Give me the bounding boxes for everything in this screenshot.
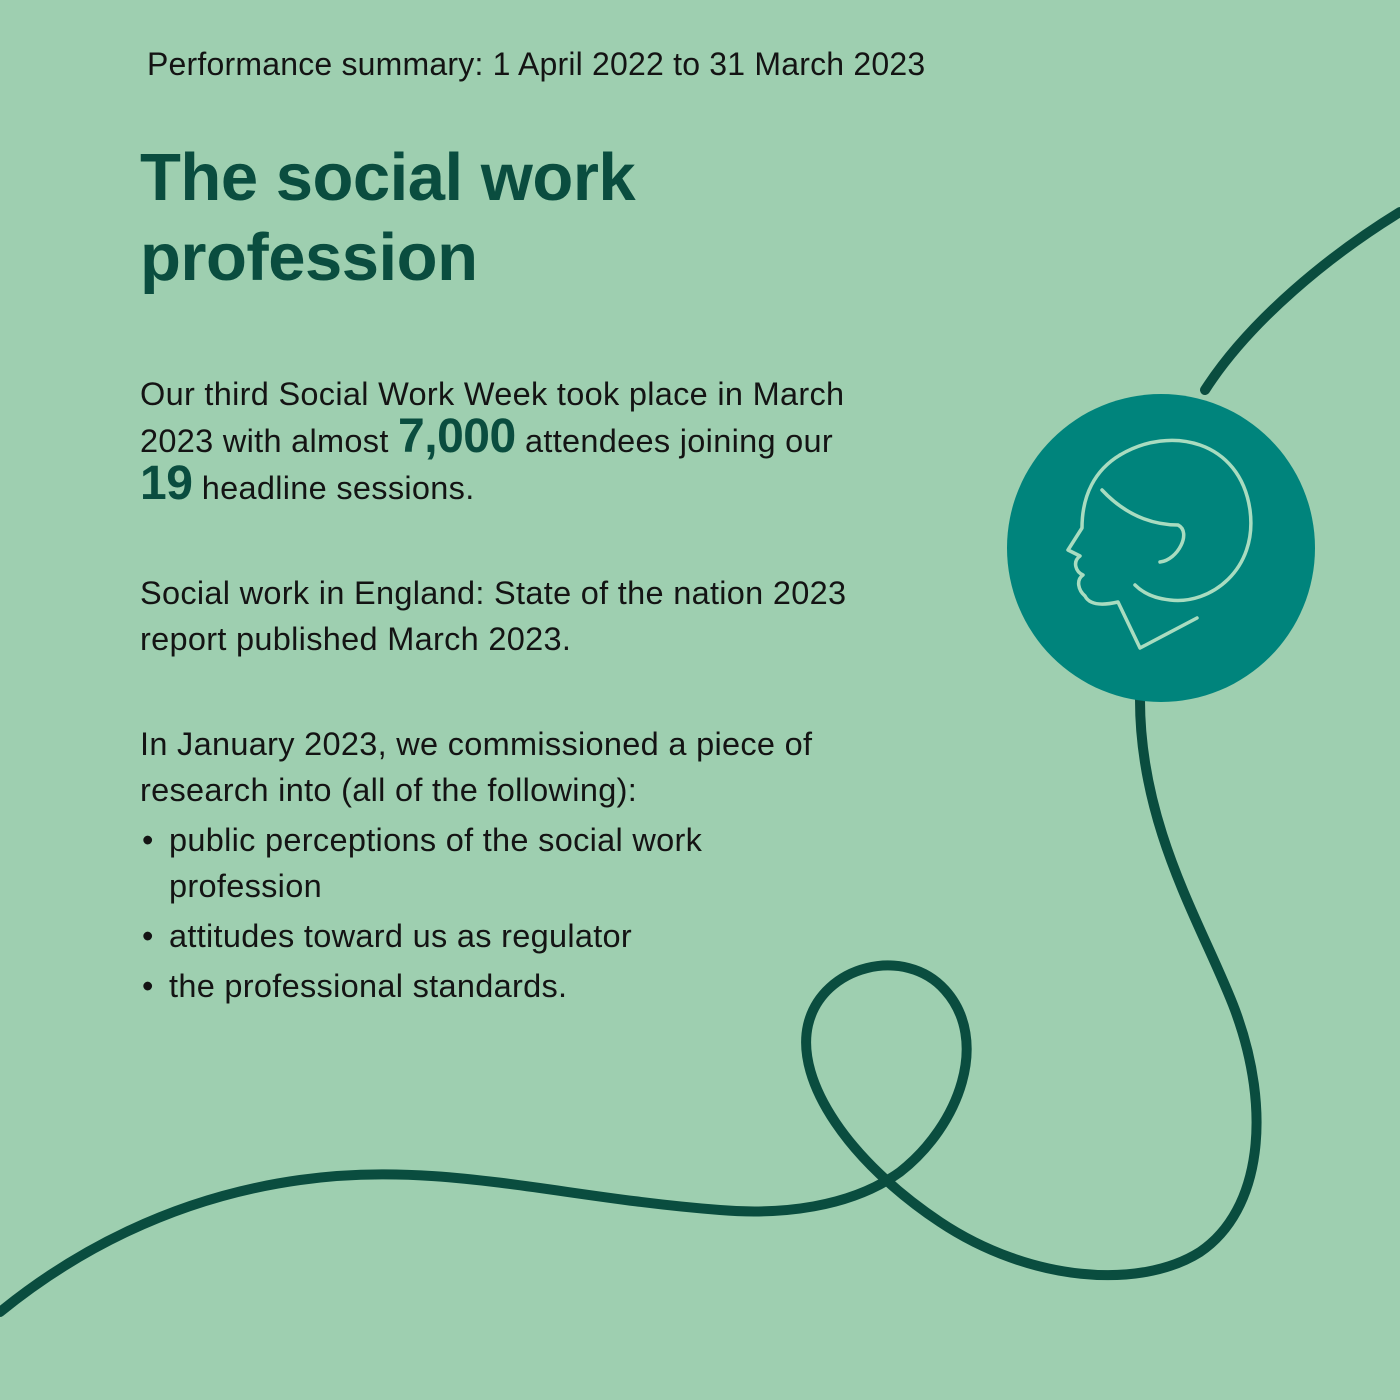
- list-item: [140, 913, 980, 959]
- sessions-count: 19: [140, 457, 193, 510]
- performance-summary-header: Performance summary: 1 April 2022 to 31 March 2023: [147, 46, 926, 82]
- research-topics-list: [140, 817, 980, 1009]
- list-item: [140, 963, 980, 1009]
- paragraph-1-line-1: Our third Social Work Week took place in March: [140, 376, 845, 412]
- page-title-line-1: The social work: [140, 140, 636, 215]
- paragraph-3-line-1: In January 2023, we commissioned a piece of: [140, 726, 813, 762]
- paragraph-1-line-3-end: headline sessions.: [201, 470, 475, 506]
- bullet-icon: •: [142, 822, 154, 858]
- paragraph-3-line-2: research into (all of the following):: [140, 772, 638, 808]
- list-item-1-line-2: profession: [169, 868, 322, 904]
- paragraph-1-line-2: [140, 410, 980, 464]
- list-item-2-line-1: attitudes toward us as regulator: [169, 918, 633, 954]
- state-of-the-nation-paragraph: [140, 570, 980, 662]
- social-work-week-paragraph: [140, 371, 980, 511]
- paragraph-2-line-1: Social work in England: State of the nation 2023: [140, 575, 847, 611]
- list-item-3-line-1: the professional standards.: [169, 968, 568, 1004]
- research-paragraph: [140, 721, 980, 1009]
- paragraph-1-line-2-start: 2023 with almost: [140, 423, 389, 459]
- list-item-1-line-1: public perceptions of the social work: [169, 822, 703, 858]
- bullet-icon: •: [142, 968, 154, 1004]
- paragraph-1-line-2-end: attendees joining our: [525, 423, 834, 459]
- paragraph-1-line-3: [140, 457, 980, 511]
- paragraph-2-line-2: report published March 2023.: [140, 621, 572, 657]
- page-title: [140, 138, 635, 298]
- list-item: [140, 817, 980, 909]
- attendees-count: 7,000: [398, 410, 516, 463]
- page-title-line-2: profession: [140, 220, 478, 295]
- bullet-icon: •: [142, 918, 154, 954]
